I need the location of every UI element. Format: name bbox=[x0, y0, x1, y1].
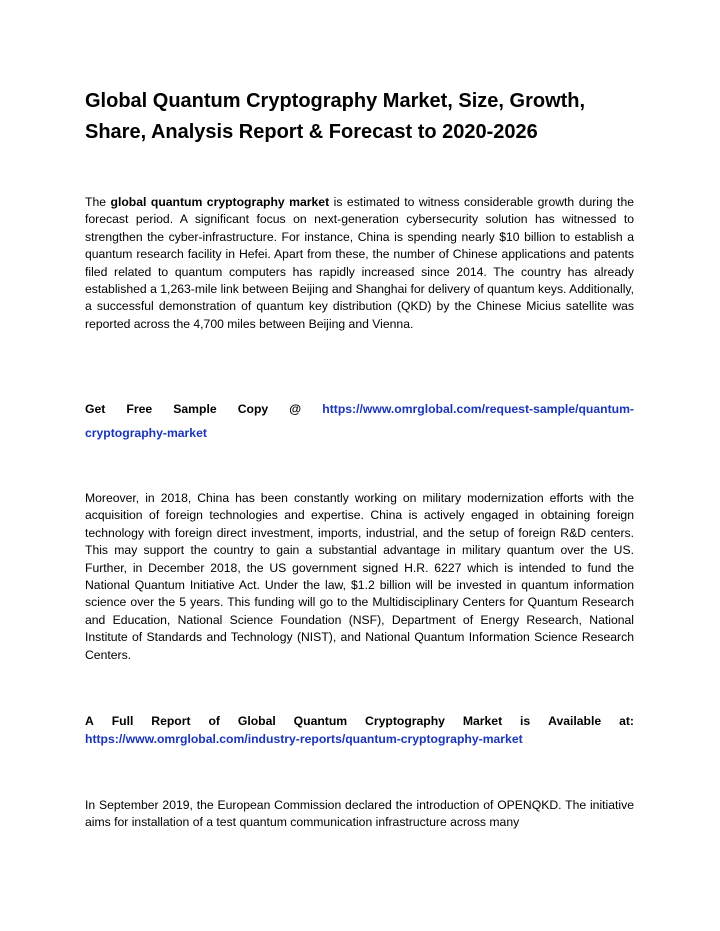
cta1-word: Copy bbox=[237, 402, 269, 416]
cta2-word: Report bbox=[151, 714, 191, 728]
cta2-word: at: bbox=[619, 714, 634, 728]
cta2-word: of bbox=[208, 714, 220, 728]
cta1-word: Sample bbox=[173, 402, 217, 416]
cta2-word: Available bbox=[548, 714, 602, 728]
cta1-word: @ bbox=[289, 402, 302, 416]
title-line-1: Global Quantum Cryptography Market, Size, Growth, bbox=[85, 90, 586, 112]
cta2-word: A bbox=[85, 714, 94, 728]
sample-request-link-part-2[interactable]: cryptography-market bbox=[85, 426, 207, 440]
paragraph-openqkd: In September 2019, the European Commission declared the introduction of OPENQKD. The initiative aims for installation of a test quantum communication infrastructure across many bbox=[85, 798, 634, 830]
page-title bbox=[85, 86, 645, 148]
title-line-2: Share, Analysis Report & Forecast to 2020-2026 bbox=[85, 121, 538, 143]
sample-request-link-part-1[interactable]: https://www.omrglobal.com/request-sample/quantum- bbox=[322, 402, 634, 416]
cta1-word: Get bbox=[85, 402, 106, 416]
cta2-word: is bbox=[520, 714, 531, 728]
cta2-word: Quantum bbox=[293, 714, 348, 728]
cta2-word: Full bbox=[111, 714, 134, 728]
paragraph-military: Moreover, in 2018, China has been constantly working on military modernization efforts with the acquisition of foreign technologies and expertise. China is actively engaged in obtaining foreign technology with foreign direct investment, imports, industrial, and the setup of foreign R&D centers. This may support the country to gain a substantial advantage in military quantum over the US. Further, in December 2018, the US government signed H.R. 6227 which is intended to fund the National Quantum Initiative Act. Under the law, $1.2 billion will be invested in quantum information science over the 5 years. This funding will go to the Multidisciplinary Centers for Quantum Research and Education, National Science Foundation (NSF), Department of Energy Research, National Institute of Standards and Technology (NIST), and National Quantum Information Science Research Centers. bbox=[85, 491, 634, 662]
cta2-word: Global bbox=[237, 714, 276, 728]
cta2-word: Market bbox=[462, 714, 503, 728]
para1-lead: The bbox=[85, 195, 111, 209]
cta1-word: Free bbox=[126, 402, 153, 416]
full-report-callout bbox=[85, 712, 634, 748]
full-report-link[interactable]: https://www.omrglobal.com/industry-reports/quantum-cryptography-market bbox=[85, 732, 523, 746]
para1-rest: is estimated to witness considerable growth during the forecast period. A significant focus on next-generation cybersecurity solution has witnessed to strengthen the cyber-infrastructure. For instance, China is spending nearly $10 billion to establish a quantum research facility in Hefei. Apart from these, the number of Chinese applications and patents filed related to quantum computers has rapidly increased since 2014. The country has already established a 1,263-mile link between Beijing and Shanghai for delivery of quantum keys. Additionally, a successful demonstration of quantum key distribution (QKD) by the Chinese Micius satellite was reported across the 4,700 miles between Beijing and Vienna. bbox=[85, 195, 634, 331]
cta2-word: Cryptography bbox=[365, 714, 445, 728]
paragraph-intro bbox=[85, 194, 634, 333]
sample-request-line-1 bbox=[85, 397, 634, 421]
para1-bold-term: global quantum cryptography market bbox=[110, 195, 330, 209]
full-report-line-1 bbox=[85, 712, 634, 730]
sample-request-callout bbox=[85, 397, 634, 445]
